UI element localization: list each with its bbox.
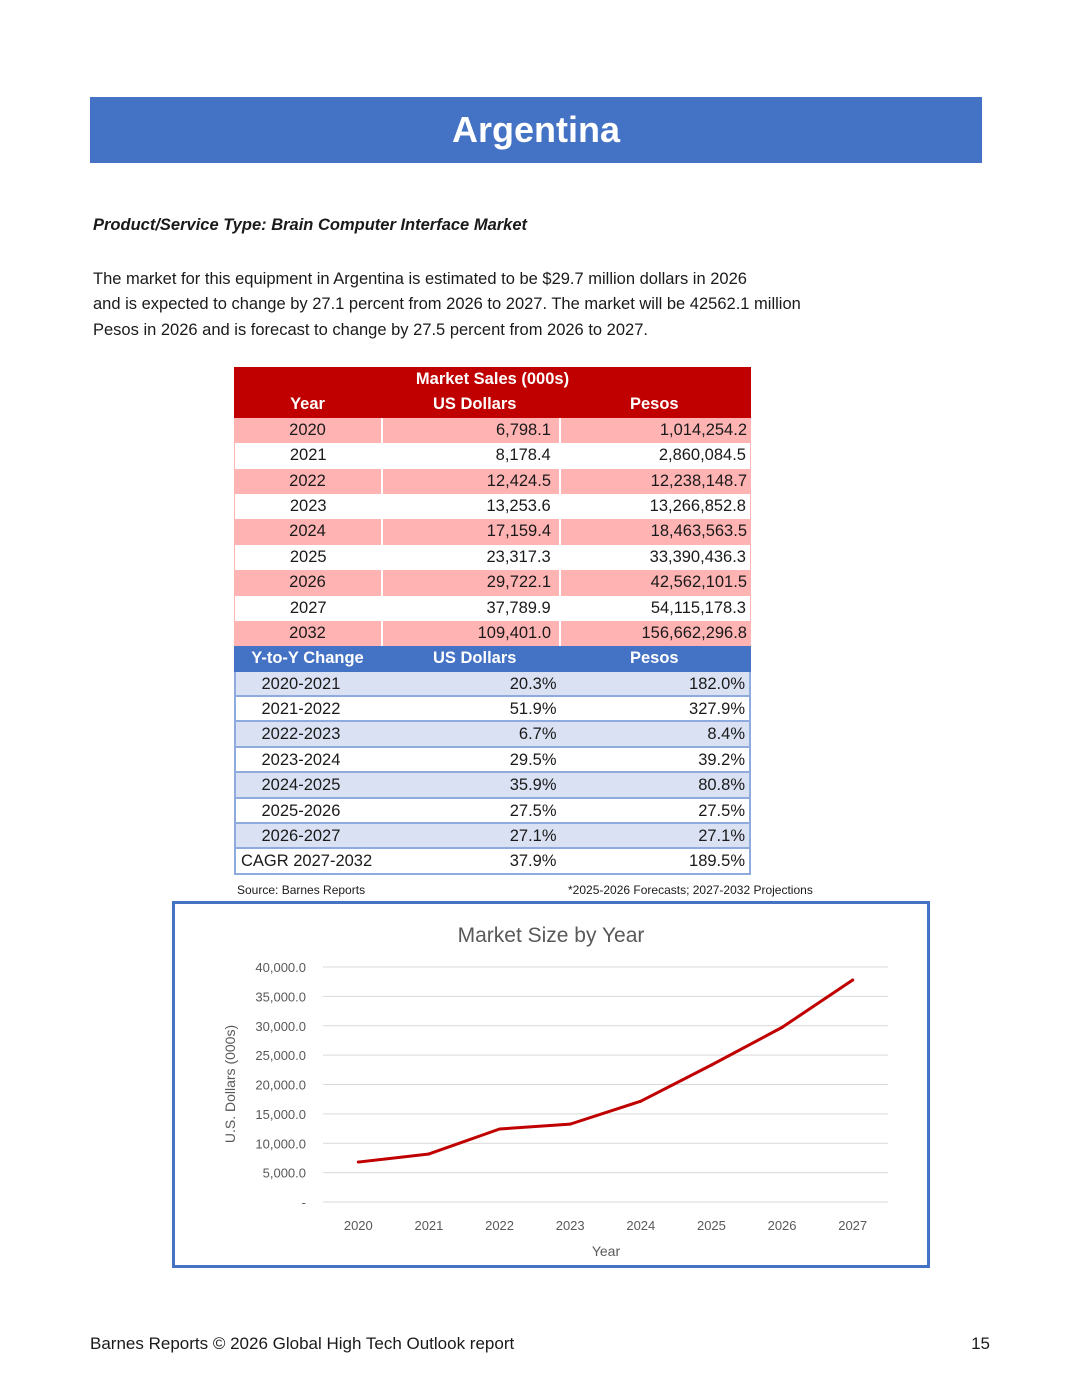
usd-cell: 12,424.5 <box>381 469 559 494</box>
usd-cell: 29,722.1 <box>381 570 559 595</box>
data-point <box>710 1064 713 1067</box>
period-cell: 2023-2024 <box>261 750 341 769</box>
chart-title: Market Size by Year <box>457 924 645 947</box>
usd-cell: 23,317.3 <box>381 545 558 570</box>
pesos-change-cell: 27.1% <box>698 827 745 846</box>
pesos-change-cell: 80.8% <box>698 776 745 795</box>
data-point <box>569 1123 572 1126</box>
table-row <box>234 799 751 824</box>
source-note: Source: Barnes Reports <box>237 883 366 897</box>
footer-text: Barnes Reports © 2026 Global High Tech Outlook report <box>90 1334 515 1353</box>
usd-change-cell: 27.5% <box>509 801 557 820</box>
pesos-cell: 54,115,178.3 <box>559 596 750 621</box>
year-cell: 2026 <box>289 573 326 592</box>
table-row <box>234 545 751 570</box>
year-cell: 2032 <box>289 623 326 642</box>
period-cell: 2024-2025 <box>261 776 341 795</box>
table-row <box>234 824 751 849</box>
period-cell: 2022-2023 <box>261 725 341 744</box>
table-row <box>234 697 751 722</box>
intro-line: and is expected to change by 27.1 percent from 2026 to 2027. The market will be 42562.1 million <box>93 295 801 314</box>
page-banner <box>90 97 982 163</box>
pesos-change-cell: 27.5% <box>698 801 745 820</box>
year-cell: 2022 <box>289 471 326 490</box>
y-tick-label: 5,000.0 <box>262 1165 306 1181</box>
table-row <box>234 443 751 468</box>
data-point <box>851 978 854 981</box>
usd-change-cell: 35.9% <box>509 776 557 795</box>
table-row <box>234 418 751 443</box>
year-header: Year <box>290 395 325 414</box>
data-point <box>498 1128 501 1131</box>
pesos-change-cell: 189.5% <box>689 852 745 871</box>
y-tick-label: 10,000.0 <box>255 1136 306 1152</box>
usd-header: US Dollars <box>433 395 517 414</box>
market-sales-table <box>234 367 751 875</box>
intro-line: Pesos in 2026 and is forecast to change by 27.5 percent from 2026 to 2027. <box>93 320 648 339</box>
banner-title: Argentina <box>451 109 620 150</box>
usd-cell: 17,159.4 <box>381 519 559 544</box>
year-cell: 2023 <box>289 496 327 515</box>
pesos-change-cell: 39.2% <box>698 750 745 769</box>
pesos-cell: 18,463,563.5 <box>559 519 751 544</box>
y-tick-label: 20,000.0 <box>255 1077 306 1093</box>
table-row <box>234 748 751 773</box>
period-cell: CAGR 2027-2032 <box>241 852 373 871</box>
pesos-cell: 2,860,084.5 <box>559 443 750 468</box>
table-row <box>234 596 751 621</box>
usd-cell: 37,789.9 <box>381 596 558 621</box>
usd-change-cell: 51.9% <box>509 700 557 719</box>
product-type-heading: Product/Service Type: Brain Computer Interface Market <box>93 216 528 234</box>
data-point <box>781 1026 784 1029</box>
year-cell: 2021 <box>289 446 327 465</box>
pesos-cell: 156,662,296.8 <box>559 621 751 646</box>
forecast-note: *2025-2026 Forecasts; 2027-2032 Projections <box>568 883 813 897</box>
pesos-header: Pesos <box>630 395 679 414</box>
period-cell: 2020-2021 <box>261 674 341 693</box>
x-tick-label: 2026 <box>767 1218 797 1233</box>
pesos-change-header: Pesos <box>630 649 679 668</box>
table-row <box>234 494 751 519</box>
data-point <box>357 1161 360 1164</box>
table-row <box>234 570 751 595</box>
y-tick-label: 30,000.0 <box>255 1018 306 1034</box>
usd-cell: 109,401.0 <box>381 621 559 646</box>
intro-paragraph <box>93 267 893 343</box>
pesos-cell: 13,266,852.8 <box>559 494 750 519</box>
period-cell: 2021-2022 <box>261 700 341 719</box>
chart-canvas <box>175 904 927 1265</box>
pesos-cell: 1,014,254.2 <box>559 418 751 443</box>
table-title: Market Sales (000s) <box>415 370 570 388</box>
year-cell: 2027 <box>289 598 327 617</box>
pesos-cell: 42,562,101.5 <box>559 570 751 595</box>
y-tick-label: 15,000.0 <box>255 1106 306 1122</box>
period-header: Y-to-Y Change <box>251 649 364 668</box>
series-line <box>358 980 852 1162</box>
table-row <box>234 519 751 544</box>
y-tick-label: 25,000.0 <box>255 1048 306 1064</box>
y-axis-label: U.S. Dollars (000s) <box>222 1024 238 1144</box>
x-tick-label: 2024 <box>626 1218 656 1233</box>
usd-change-cell: 20.3% <box>509 674 557 693</box>
usd-cell: 6,798.1 <box>381 418 559 443</box>
y-tick-label: 40,000.0 <box>255 960 306 975</box>
usd-change-cell: 6.7% <box>518 725 557 744</box>
table-row <box>234 469 751 494</box>
x-tick-label: 2027 <box>838 1218 868 1233</box>
x-axis-label: Year <box>591 1243 621 1259</box>
period-cell: 2026-2027 <box>261 827 341 846</box>
year-cell: 2020 <box>289 420 326 439</box>
pesos-cell: 12,238,148.7 <box>559 469 751 494</box>
intro-line: The market for this equipment in Argentina is estimated to be $29.7 million dollars in 2026 <box>93 270 747 288</box>
market-size-chart <box>172 901 930 1268</box>
usd-change-cell: 29.5% <box>509 750 557 769</box>
pesos-change-cell: 8.4% <box>707 725 745 744</box>
x-tick-label: 2023 <box>555 1218 585 1233</box>
page-footer <box>90 1334 990 1354</box>
year-cell: 2024 <box>289 522 326 541</box>
usd-change-cell: 37.9% <box>509 852 557 871</box>
pesos-change-cell: 182.0% <box>689 674 745 693</box>
table-row <box>234 621 751 646</box>
x-tick-label: 2020 <box>343 1218 373 1233</box>
x-tick-label: 2022 <box>485 1218 515 1233</box>
data-point <box>427 1152 430 1155</box>
usd-cell: 13,253.6 <box>381 494 558 519</box>
y-tick-label: 35,000.0 <box>255 989 306 1005</box>
x-tick-label: 2025 <box>696 1218 726 1233</box>
change-header-row <box>234 646 751 671</box>
usd-cell: 8,178.4 <box>381 443 558 468</box>
sales-header-row <box>234 392 751 417</box>
table-row <box>234 722 751 747</box>
table-row <box>234 773 751 798</box>
table-row <box>234 672 751 697</box>
pesos-cell: 33,390,436.3 <box>559 545 750 570</box>
usd-change-cell: 27.1% <box>509 827 557 846</box>
usd-change-header: US Dollars <box>433 649 517 668</box>
data-point <box>639 1100 642 1103</box>
pesos-change-cell: 327.9% <box>689 700 745 719</box>
x-tick-label: 2021 <box>414 1218 444 1233</box>
page-number: 15 <box>971 1334 990 1353</box>
period-cell: 2025-2026 <box>261 801 341 820</box>
table-row <box>234 849 751 874</box>
year-cell: 2025 <box>289 547 327 566</box>
table-title-row <box>234 367 751 392</box>
y-tick-label: - <box>301 1195 306 1210</box>
